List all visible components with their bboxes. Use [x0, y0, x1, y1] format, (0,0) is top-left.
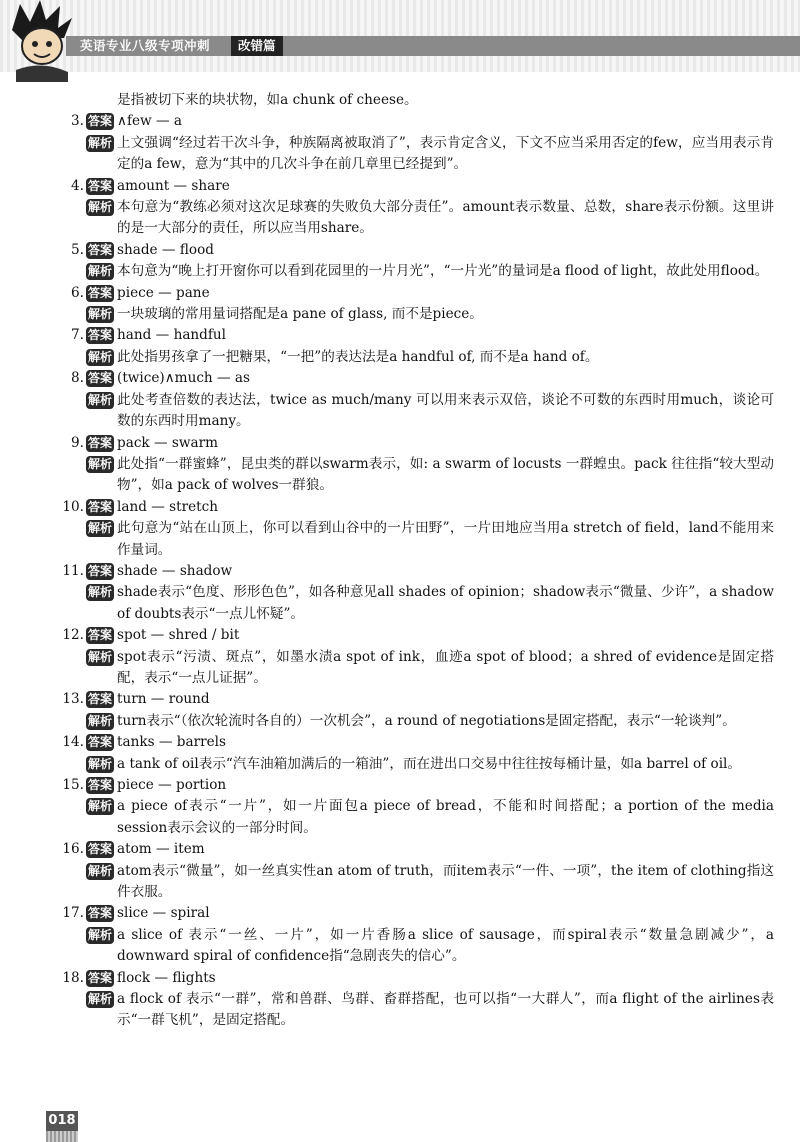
explanation-text: 此处考查倍数的表达法，twice as much/many 可以用来表示双倍，谈论不可数的东西时用much，谈论可数的东西时用many。	[117, 391, 774, 430]
item-number: 8.	[71, 370, 84, 387]
page-header	[0, 0, 800, 72]
answer-text: atom — item	[117, 841, 205, 858]
answer-badge: 答案	[88, 499, 113, 514]
answer-badge: 答案	[88, 178, 113, 193]
item-number: 4.	[71, 177, 84, 194]
explanation-badge: 解析	[88, 521, 113, 536]
intro-text: 是指被切下来的块状物，如a chunk of cheese。	[117, 92, 418, 108]
item-number: 14.	[62, 734, 84, 751]
answer-item	[58, 283, 774, 326]
answer-row	[58, 240, 774, 261]
answer-badge: 答案	[88, 735, 113, 750]
explanation-row	[58, 754, 774, 775]
answer-row	[58, 775, 774, 796]
answer-row	[58, 283, 774, 304]
answer-text: flock — flights	[117, 969, 216, 986]
answer-row	[58, 497, 774, 518]
item-number: 7.	[71, 327, 84, 344]
answer-row	[58, 625, 774, 646]
explanation-text: spot表示“污渍、斑点”，如墨水渍a spot of ink，血迹a spot of blood；a shred of evidence是固定搭配，表示“一点儿证据”。	[117, 648, 774, 686]
header-title: 英语专业八级专项冲刺	[80, 38, 211, 53]
item-number: 17.	[62, 905, 84, 922]
item-number: 11.	[62, 562, 84, 579]
answer-row	[58, 325, 774, 346]
explanation-text: 此处指“一群蜜蜂”，昆虫类的群以swarm表示，如: a swarm of locusts 一群蝗虫。pack 往往指“较大型动物”，如a pack of wolves一群狼。	[117, 455, 774, 494]
intro-line	[58, 90, 774, 111]
explanation-row	[58, 796, 774, 839]
explanation-text: turn表示“（依次轮流时各自的）一次机会”，a round of negotiations是固定搭配，表示“一轮谈判”。	[117, 712, 736, 729]
answer-item	[58, 497, 774, 561]
answer-item	[58, 111, 774, 175]
explanation-row	[58, 711, 774, 732]
explanation-badge: 解析	[88, 649, 113, 664]
explanation-row	[58, 304, 774, 325]
answer-text: slice — spiral	[117, 905, 210, 922]
answer-item	[58, 775, 774, 839]
item-number: 10.	[62, 498, 84, 515]
explanation-badge: 解析	[88, 135, 113, 150]
explanation-row	[58, 647, 774, 690]
answer-item	[58, 839, 774, 903]
answer-row	[58, 111, 774, 132]
answer-item	[58, 968, 774, 1032]
answer-item	[58, 732, 774, 775]
explanation-text: atom表示“微量”，如一丝真实性an atom of truth，而item表示“一件、一项”，the item of clothing指这件衣服。	[117, 862, 774, 901]
answer-row	[58, 561, 774, 582]
item-number: 3.	[71, 113, 84, 130]
answer-item	[58, 240, 774, 283]
explanation-badge: 解析	[88, 863, 113, 878]
explanation-badge: 解析	[88, 349, 113, 364]
answer-item	[58, 176, 774, 240]
answer-item	[58, 368, 774, 432]
item-number: 16.	[62, 841, 84, 858]
answer-item	[58, 561, 774, 625]
answer-item	[58, 325, 774, 368]
answer-item	[58, 433, 774, 497]
answer-text: piece — pane	[117, 284, 210, 301]
answer-badge: 答案	[88, 906, 113, 921]
answer-badge: 答案	[88, 778, 113, 792]
answer-text: shade — shadow	[117, 562, 233, 579]
answer-badge: 答案	[88, 371, 113, 386]
explanation-badge: 解析	[88, 264, 113, 279]
answer-row	[58, 903, 774, 924]
explanation-text: 本句意为“教练必须对这次足球赛的失败负大部分责任”。amount表示数量、总数，share表示份额。这里讲的是一大部分的责任，所以应当用share。	[117, 199, 774, 237]
answer-text: spot — shred / bit	[117, 627, 240, 644]
explanation-badge: 解析	[88, 756, 113, 771]
answer-row	[58, 839, 774, 860]
answer-item	[58, 625, 774, 689]
answer-row	[58, 176, 774, 197]
answer-badge: 答案	[88, 842, 113, 857]
answer-badge: 答案	[88, 328, 113, 343]
item-number: 9.	[71, 434, 84, 451]
explanation-row	[58, 261, 774, 282]
explanation-text: 此句意为“站在山顶上，你可以看到山谷中的一片田野”，一片田地应当用a stretch of field，land不能用来作量词。	[117, 520, 774, 558]
explanation-row	[58, 133, 774, 176]
answer-row	[58, 433, 774, 454]
answer-text: (twice)∧much — as	[117, 370, 251, 387]
item-number: 18.	[62, 969, 84, 986]
answer-item	[58, 689, 774, 732]
explanation-row	[58, 390, 774, 433]
answer-row	[58, 968, 774, 989]
explanation-text: 一块玻璃的常用量词搭配是a pane of glass, 而不是piece。	[117, 306, 483, 323]
explanation-badge: 解析	[88, 713, 113, 728]
answer-text: tanks — barrels	[117, 734, 226, 751]
explanation-text: 本句意为“晚上打开窗你可以看到花园里的一片月光”，“一片光”的量词是a flood of light，故此处用flood。	[117, 263, 769, 280]
answer-badge: 答案	[88, 435, 113, 450]
answer-item	[58, 903, 774, 967]
explanation-row	[58, 989, 774, 1032]
page-number-decoration	[46, 1131, 78, 1142]
answer-text: ∧few — a	[117, 113, 183, 130]
answer-row	[58, 732, 774, 753]
explanation-badge: 解析	[88, 927, 113, 942]
header-section-tag: 改错篇	[231, 36, 283, 56]
answer-badge: 答案	[88, 114, 113, 129]
explanation-badge: 解析	[88, 392, 113, 407]
explanation-row	[58, 518, 774, 561]
explanation-row	[58, 861, 774, 904]
answer-text: amount — share	[117, 177, 230, 194]
answer-text: turn — round	[117, 691, 210, 708]
explanation-text: a slice of 表示“一丝、一片”，如一片香肠a slice of sausage，而spiral表示“数量急剧减少”，a downward spiral of confidence指“急剧丧失的信心”。	[117, 926, 774, 965]
explanation-badge: 解析	[88, 585, 113, 600]
explanation-row	[58, 347, 774, 368]
answer-text: piece — portion	[117, 777, 227, 793]
answer-badge: 答案	[88, 285, 113, 300]
answer-text: pack — swarm	[117, 434, 219, 451]
explanation-text: shade表示“色度、形形色色”，如各种意见all shades of opinion；shadow表示“微量、少许”，a shadow of doubts表示“一点儿怀疑”。	[117, 584, 774, 622]
answer-badge: 答案	[88, 692, 113, 707]
answer-row	[58, 368, 774, 389]
answer-badge: 答案	[88, 563, 113, 578]
item-number: 6.	[71, 284, 84, 301]
explanation-row	[58, 925, 774, 968]
item-number: 5.	[71, 241, 84, 258]
answer-badge: 答案	[88, 970, 113, 985]
answer-badge: 答案	[88, 628, 113, 643]
answer-row	[58, 689, 774, 710]
explanation-text: 此处指男孩拿了一把糖果，“一把”的表达法是a handful of, 而不是a hand of。	[117, 348, 599, 365]
page-number: 018	[46, 1111, 78, 1131]
explanation-badge: 解析	[88, 992, 113, 1007]
item-number: 13.	[62, 691, 84, 708]
item-number: 15.	[62, 777, 84, 793]
explanation-badge: 解析	[88, 456, 113, 471]
answer-text: hand — handful	[117, 327, 227, 344]
answer-list	[58, 90, 774, 1032]
explanation-text: a flock of 表示“一群”，常和兽群、鸟群、畜群搭配，也可以指“一大群人”，而a flight of the airlines表示“一群飞机”，是固定搭配。	[117, 991, 774, 1029]
item-number: 12.	[62, 627, 84, 644]
explanation-row	[58, 197, 774, 240]
explanation-badge: 解析	[88, 799, 113, 814]
explanation-text: a piece of表示“一片”，如一片面包a piece of bread，不能和时间搭配；a portion of the media session表示会议的一部分时间。	[117, 798, 774, 836]
explanation-row	[58, 582, 774, 625]
answer-text: shade — flood	[117, 241, 214, 258]
explanation-text: a tank of oil表示“汽车油箱加满后的一箱油”，而在进出口交易中往往按每桶计量，如a barrel of oil。	[117, 755, 741, 772]
explanation-text: 上文强调“经过若干次斗争，种族隔离被取消了”，表示肯定含义，下文不应当采用否定的few，应当用表示肯定的a few，意为“其中的几次斗争在前几章里已经提到”。	[117, 134, 774, 173]
answer-text: land — stretch	[117, 498, 218, 515]
explanation-row	[58, 454, 774, 497]
answer-badge: 答案	[88, 242, 113, 257]
explanation-badge: 解析	[88, 200, 113, 215]
explanation-badge: 解析	[88, 307, 113, 322]
